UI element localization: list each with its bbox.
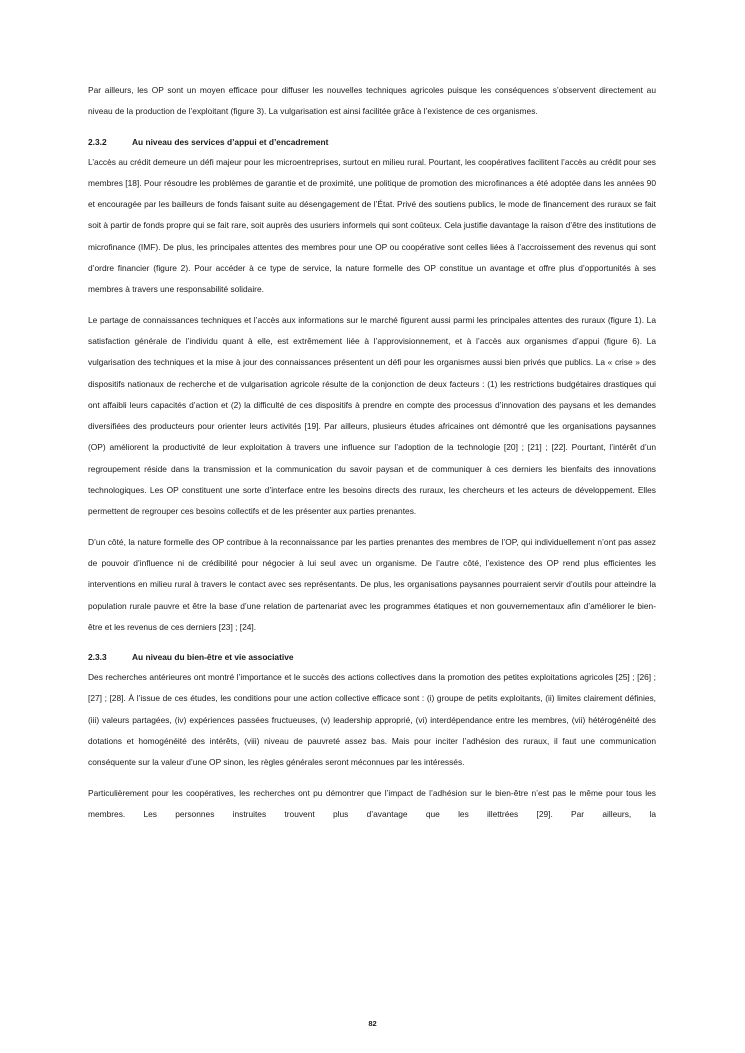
paragraph: D’un côté, la nature formelle des OP contribue à la reconnaissance par les parties prenantes des membres de l’OP, qui individuellement n’ont pas assez de pouvoir d’influence ni de crédibilité pour négocier à lui seul avec un organisme. De l’autre côté, l’existence des OP rend plus efficientes les interventions en milieu rural à travers le contact avec ses représentants. De plus, les organisations paysannes pourraient servir d’outils pour atteindre la population rurale pauvre et être la base d’une relation de partenariat avec les programmes étatiques et non gouvernementaux afin d’améliorer le bien-être et les revenus de ces derniers [23] ; [24]. — [88, 536, 656, 632]
page-number: 82 — [368, 1019, 377, 1028]
section-heading-2-3-3 — [88, 650, 656, 664]
section-title: Au niveau des services d’appui et d’encadrement — [132, 136, 329, 147]
paragraph: Le partage de connaissances techniques et l’accès aux informations sur le marché figurent aussi parmi les principales attentes des ruraux (figure 1). La satisfaction générale de l’individu quant à elle, est extrêmement liée à l’approvisionnement, et à l’accès aux organismes d’appui (figure 6). La vulgarisation des techniques et la mise à jour des connaissances présentent un défi pour les organismes aussi bien privés que publics. La « crise » des dispositifs nationaux de recherche et de vulgarisation agricole résulte de la conjonction de deux facteurs : (1) les restrictions budgétaires drastiques qui ont affaibli leurs capacités d’action et (2) la difficulté de ces dispositifs à prendre en compte des processus d’innovation des paysans et les demandes diversifiées des producteurs pour orienter leurs activités [19]. Par ailleurs, plusieurs études africaines ont démontré que les organisations paysannes (OP) améliorent la productivité de leur exploitation à travers une influence sur l’adoption de la technologie [20] ; [21] ; [22]. Pourtant, l’intérêt d’un regroupement réside dans la transmission et la communication du savoir paysan et de communiquer à ces derniers les bienfaits des innovations technologiques. Les OP constituent une sorte d’interface entre les besoins directs des ruraux, les chercheurs et les acteurs de développement. Elles permettent de regrouper ces besoins collectifs et de les présenter aux parties prenantes. — [88, 314, 656, 517]
paragraph: Des recherches antérieures ont montré l’importance et le succès des actions collectives dans la promotion des petites exploitations agricoles [25] ; [26] ; [27] ; [28]. À l’issue de ces études, les conditions pour une action collective efficace sont : (i) groupe de petits exploitants, (ii) limites clairement définies, (iii) valeurs partagées, (iv) expériences passées fructueuses, (v) leadership approprié, (vi) interdépendance entre les membres, (vii) hétérogénéité des dotations et homogénéité des intérêts, (viii) niveau de pauvreté assez bas. Mais pour inciter l’adhésion des ruraux, il faut une communication conséquente sur la valeur d’une OP sinon, les règles générales seront méconnues par les intéressés. — [88, 672, 656, 768]
document-page — [88, 80, 656, 825]
section-title: Au niveau du bien-être et vie associative — [132, 652, 294, 663]
paragraph-continued: Particulièrement pour les coopératives, les recherches ont pu démontrer que l’impact de l’adhésion sur le bien-être n’est pas le même pour tous les membres. Les personnes instruites trouvent plus d’avantage que les illettrées [29]. Par ailleurs, la — [88, 787, 656, 819]
paragraph: L’accès au crédit demeure un défi majeur pour les microentreprises, surtout en milieu rural. Pourtant, les coopératives facilitent l’accès au crédit pour ses membres [18]. Pour résoudre les problèmes de garantie et de proximité, une politique de promotion des microfinances a été adoptée dans les années 90 et encouragée par les bailleurs de fonds faisant suite au désengagement de l’État. Privé des soutiens publics, le mode de financement des ruraux se fait soit à partir de fonds propre qui se fait rare, soit auprès des usuriers informels qui sont coûteux. Cela justifie davantage la raison d’être des institutions de microfinance (IMF). De plus, les principales attentes des membres pour une OP ou coopérative sont celles liées à l’accroissement des revenus qui sont d’ordre financier (figure 2). Pour accéder à ce type de service, la nature formelle des OP constitue un avantage et offre plus d’opportunités à ses membres à travers une responsabilité solidaire. — [88, 156, 656, 295]
section-number: 2.3.2 — [88, 136, 107, 147]
section-heading-2-3-2 — [88, 135, 656, 149]
section-number: 2.3.3 — [88, 652, 107, 663]
paragraph-intro: Par ailleurs, les OP sont un moyen efficace pour diffuser les nouvelles techniques agricoles puisque les conséquences s’observent directement au niveau de la production de l’exploitant (figure 3). La vulgarisation est ainsi facilitée grâce à l’existence de ces organismes. — [88, 85, 656, 117]
